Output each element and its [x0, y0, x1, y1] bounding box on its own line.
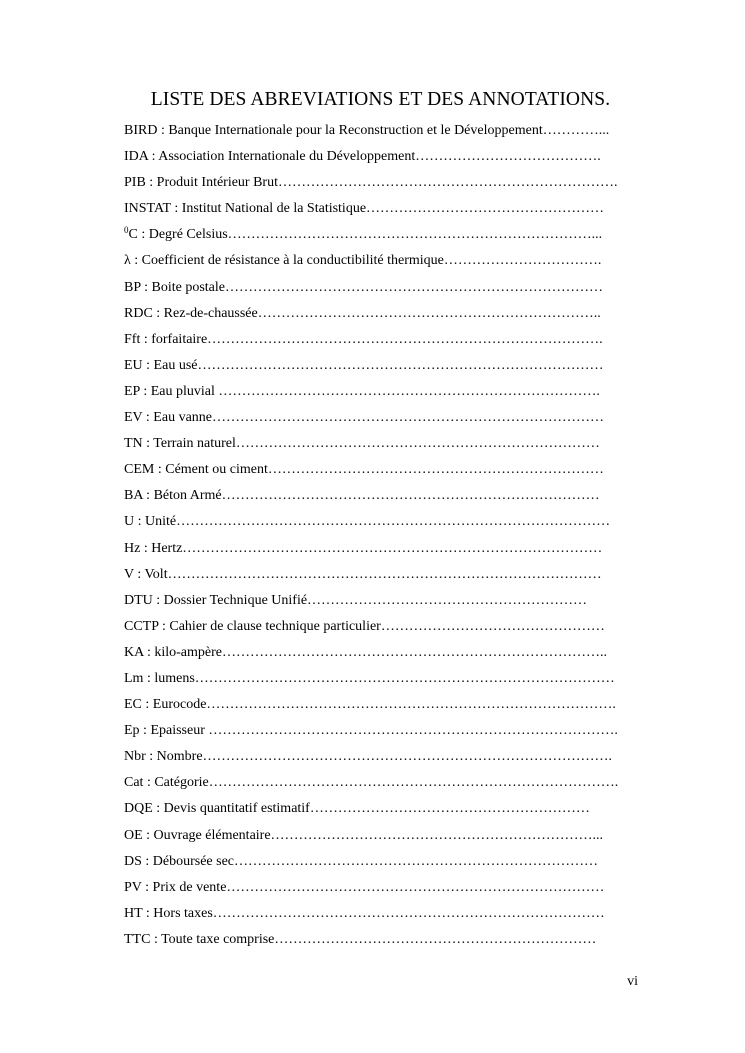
abbreviation-entry — [124, 591, 639, 617]
abbreviation-text: EP : Eau pluvial ………………………………………………………………………. — [124, 383, 600, 399]
abbreviation-entry — [124, 225, 639, 251]
abbreviation-text: EC : Eurocode……………………………………………………………………………. — [124, 697, 616, 713]
superscript-degree: 0 — [124, 225, 129, 236]
abbreviation-entry — [124, 486, 639, 512]
abbreviation-entry — [124, 434, 639, 460]
abbreviation-text: Lm : lumens……………………………………………………………………………… — [124, 670, 615, 686]
abbreviation-entry — [124, 669, 639, 695]
abbreviation-entry — [124, 904, 639, 930]
abbreviation-text: V : Volt………………………………………………………………………………… — [124, 566, 602, 582]
abbreviation-entry — [124, 826, 639, 852]
abbreviation-entry — [124, 799, 639, 825]
abbreviation-text: Nbr : Nombre……………………………………………………………………………. — [124, 749, 613, 765]
abbreviation-entry — [124, 278, 639, 304]
abbreviation-entry — [124, 512, 639, 538]
abbreviation-text: CCTP : Cahier de clause technique particulier………………………………………… — [124, 618, 605, 634]
abbreviation-text: KA : kilo-ampère……………………………………………………………………….. — [124, 644, 607, 660]
abbreviation-text: DQE : Devis quantitatif estimatif…………………………………………………… — [124, 801, 590, 817]
abbreviation-text: TN : Terrain naturel…………………………………………………………………… — [124, 436, 600, 452]
abbreviation-text: PV : Prix de vente……………………………………………………………………… — [124, 879, 605, 895]
abbreviation-entry — [124, 643, 639, 669]
abbreviation-text: DS : Déboursée sec…………………………………………………………………… — [124, 853, 599, 869]
abbreviation-text: Hz : Hertz……………………………………………………………………………… — [124, 540, 603, 556]
abbreviation-entry — [124, 695, 639, 721]
abbreviation-entry — [124, 173, 639, 199]
abbreviation-entry — [124, 408, 639, 434]
abbreviation-text: EU : Eau usé…………………………………………………………………………… — [124, 357, 604, 373]
abbreviation-entry — [124, 721, 639, 747]
page-number: vi — [627, 974, 638, 989]
abbreviation-entry — [124, 382, 639, 408]
abbreviation-text: PIB : Produit Intérieur Brut………………………………………………………………. — [124, 175, 618, 191]
abbreviation-entry — [124, 147, 639, 173]
abbreviation-text: RDC : Rez-de-chaussée……………………………………………………………….. — [124, 305, 601, 321]
abbreviation-text: BA : Béton Armé……………………………………………………………………… — [124, 488, 600, 504]
abbreviation-text: INSTAT : Institut National de la Statistique…………………………………………… — [124, 201, 605, 217]
abbreviation-text: Ep : Epaisseur ……………………………………………………………………………. — [124, 723, 618, 739]
abbreviation-entry — [124, 617, 639, 643]
abbreviation-text: DTU : Dossier Technique Unifié…………………………………………………… — [124, 592, 588, 608]
abbreviation-entry — [124, 565, 639, 591]
abbreviation-text: OE : Ouvrage élémentaire……………………………………………………………... — [124, 827, 604, 843]
abbreviation-text: λ : Coefficient de résistance à la conductibilité thermique……………………………. — [124, 253, 602, 269]
abbreviation-entry — [124, 304, 639, 330]
abbreviation-text: TTC : Toute taxe comprise…………………………………………………………… — [124, 931, 597, 947]
abbreviation-text: IDA : Association Internationale du Développement…………………………………. — [124, 149, 601, 165]
abbreviation-entry — [124, 199, 639, 225]
abbreviation-entry — [124, 330, 639, 356]
abbreviation-text: BP : Boite postale……………………………………………………………………… — [124, 279, 603, 295]
abbreviation-entry — [124, 251, 639, 277]
abbreviation-text: EV : Eau vanne………………………………………………………………………… — [124, 410, 604, 426]
abbreviation-entry — [124, 356, 639, 382]
abbreviation-text: HT : Hors taxes………………………………………………………………………… — [124, 905, 605, 921]
abbreviation-entry — [124, 878, 639, 904]
page-title: LISTE DES ABREVIATIONS ET DES ANNOTATIONS. — [150, 89, 611, 110]
abbreviation-list — [124, 121, 639, 956]
abbreviation-entry — [124, 460, 639, 486]
abbreviation-entry — [124, 121, 639, 147]
abbreviation-text: BIRD : Banque Internationale pour la Reconstruction et le Développement…………... — [124, 123, 610, 138]
abbreviation-text: Fft : forfaitaire…………………………………………………………………………. — [124, 331, 603, 347]
abbreviation-text: Cat : Catégorie……………………………………………………………………………. — [124, 775, 619, 791]
abbreviation-text: CEM : Cément ou ciment……………………………………………………………… — [124, 462, 604, 478]
abbreviation-entry — [124, 747, 639, 773]
abbreviation-entry — [124, 773, 639, 799]
abbreviation-text: C : Degré Celsius……………………………………………………………………... — [128, 227, 603, 243]
abbreviation-entry — [124, 539, 639, 565]
abbreviation-entry — [124, 852, 639, 878]
abbreviation-entry — [124, 930, 639, 956]
abbreviation-text: U : Unité………………………………………………………………………………… — [124, 514, 611, 530]
